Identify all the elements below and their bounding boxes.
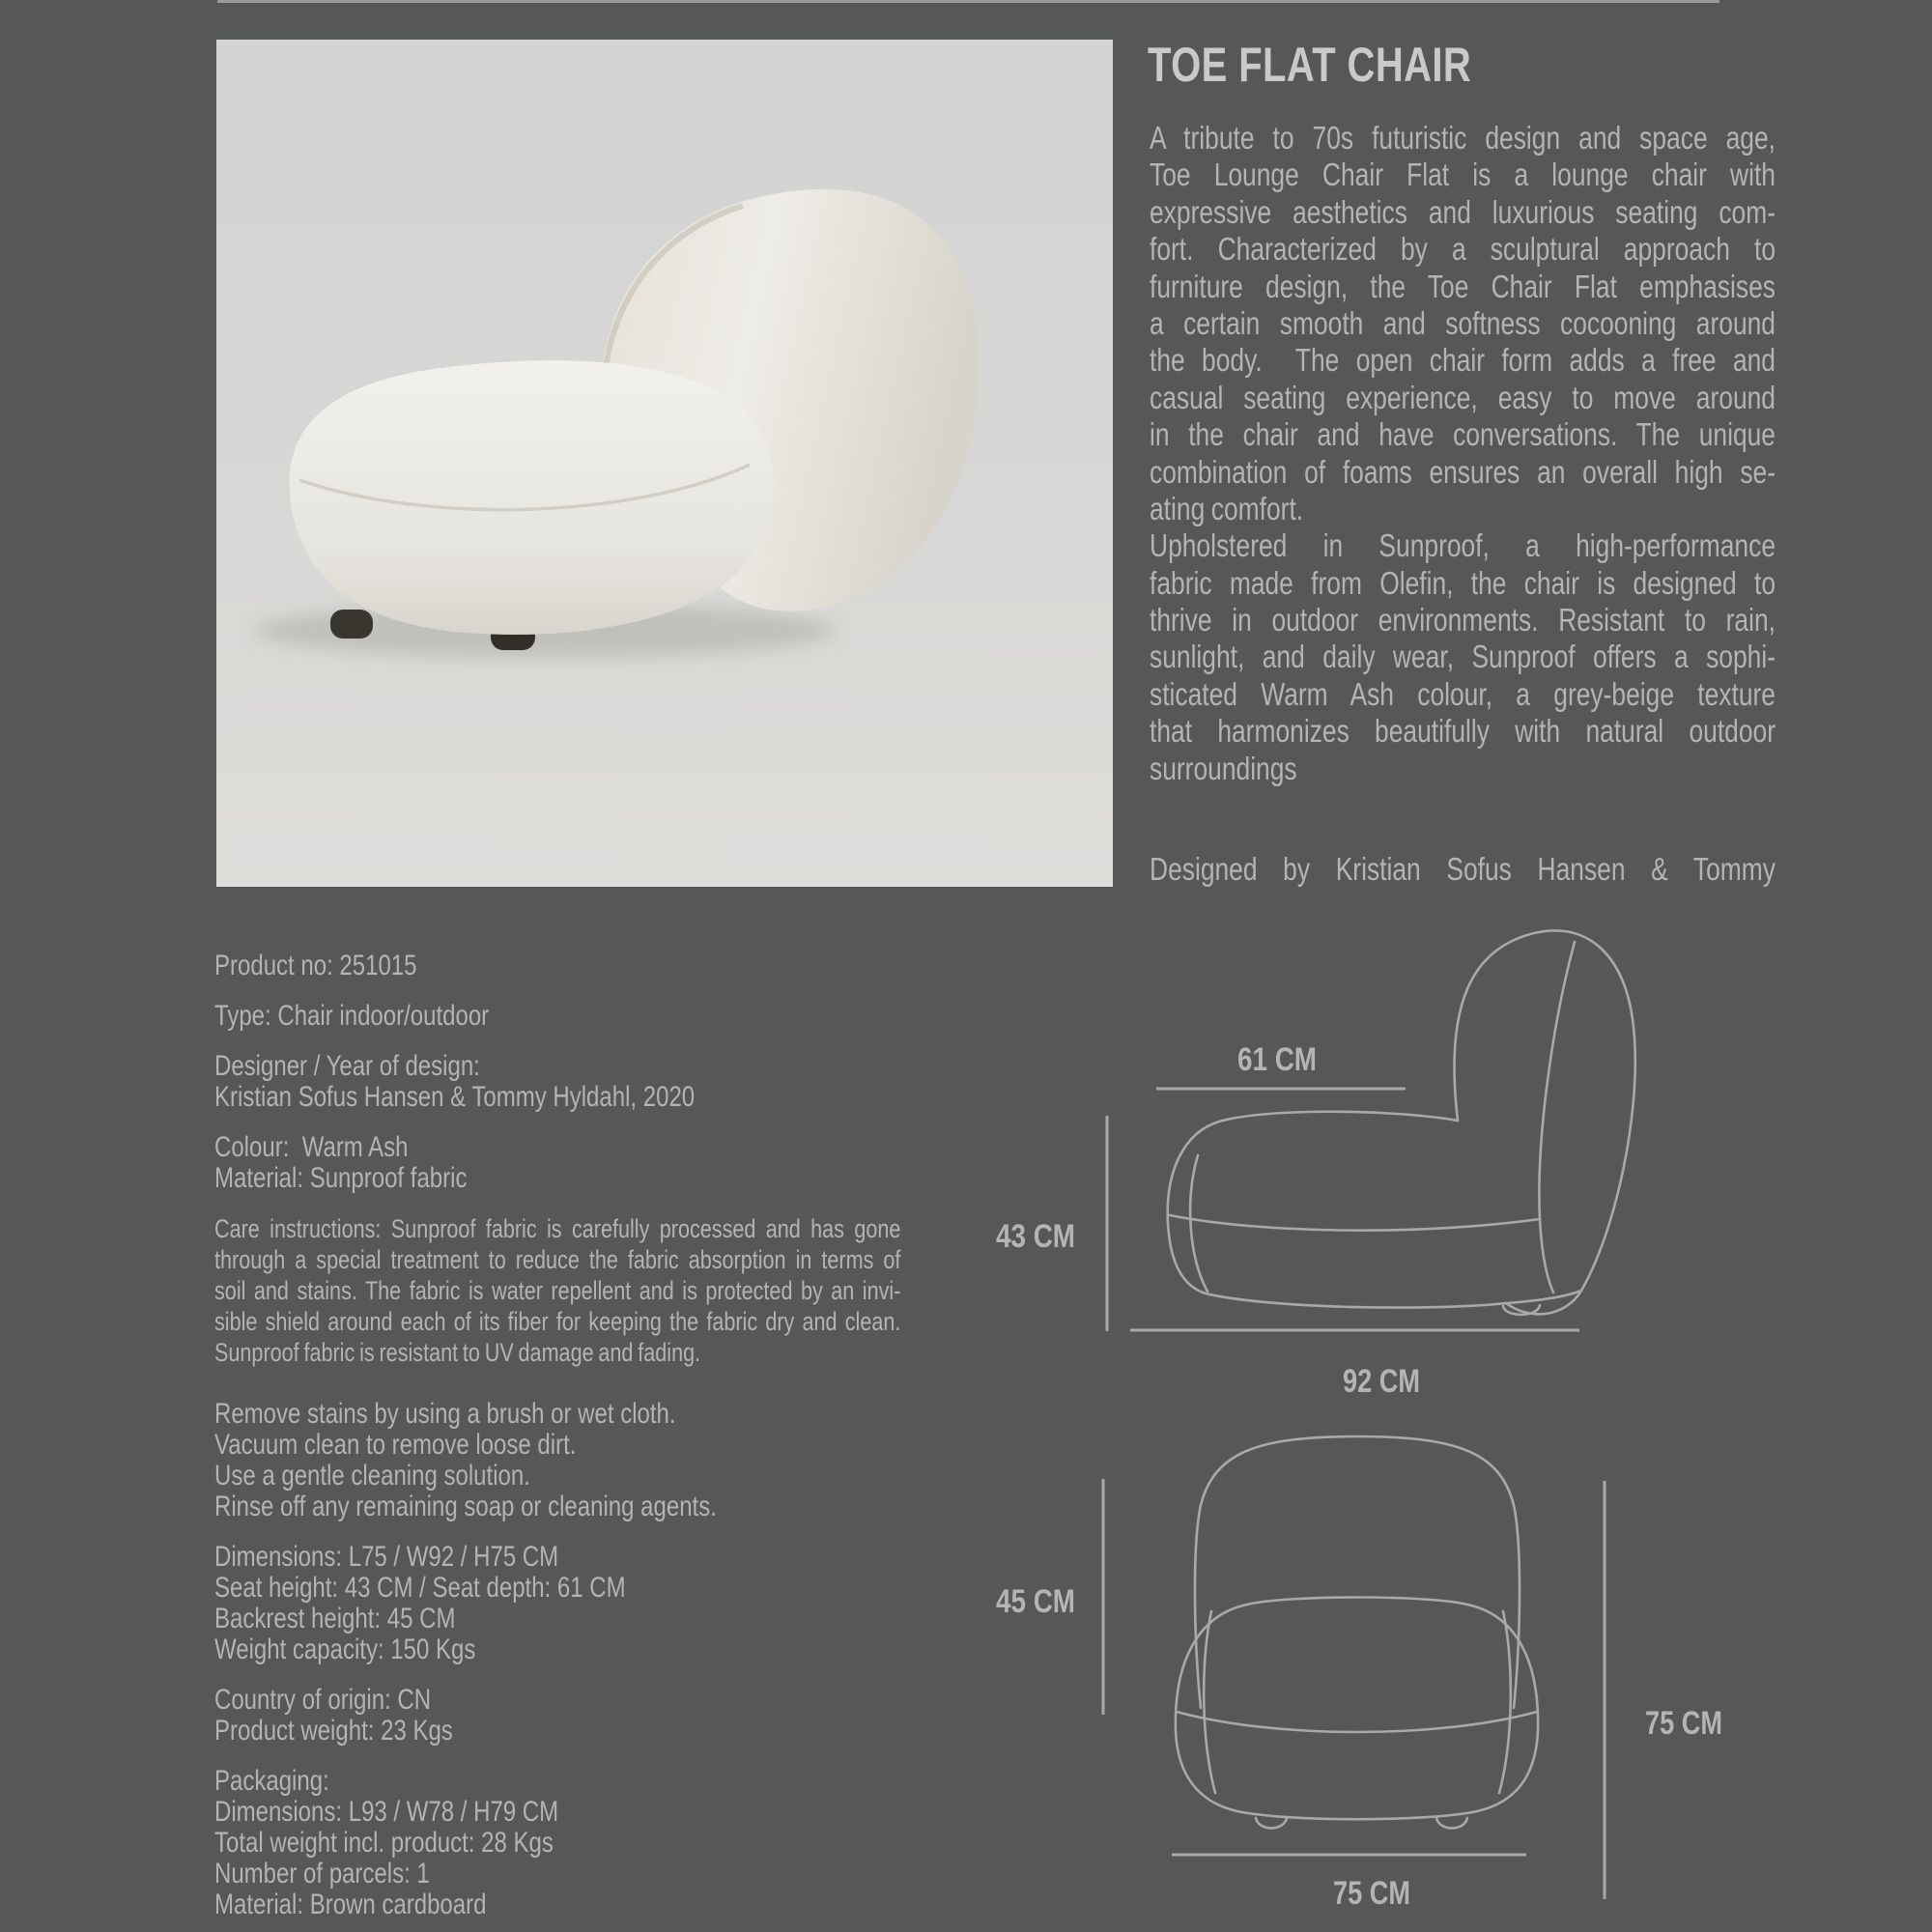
spec-dimensions-block bbox=[214, 1542, 910, 1665]
spec-packaging-block bbox=[214, 1766, 910, 1920]
spec-dimension-line: Dimensions: L75 / W92 / H75 CM bbox=[214, 1541, 559, 1573]
spec-care-line: sible shield around each of its fiber for keeping the fabric dry and clean. bbox=[214, 1307, 901, 1336]
top-rule bbox=[217, 0, 1719, 3]
spec-designer-block bbox=[214, 1051, 910, 1113]
backrest-height-label: 45 CM bbox=[996, 1583, 1075, 1620]
desc-line: surroundings bbox=[1150, 750, 1297, 786]
desc-line: sunlight, and daily wear, Sunproof offers a sophi- bbox=[1150, 639, 1776, 675]
spec-cleaning-line: Use a gentle cleaning solution. bbox=[214, 1460, 530, 1492]
desc-line: ating comfort. bbox=[1150, 490, 1304, 526]
desc-line: that harmonizes beautifully with natural outdoor bbox=[1150, 713, 1776, 750]
desc-line: furniture design, the Toe Chair Flat emphasises bbox=[1150, 268, 1776, 304]
page-title: TOE FLAT CHAIR bbox=[1148, 38, 1472, 92]
spec-packaging-line: Material: Brown cardboard bbox=[214, 1889, 487, 1920]
desc-line: thrive in outdoor environments. Resistant to rain, bbox=[1150, 602, 1776, 639]
spec-cleaning-line: Rinse off any remaining soap or cleaning agents. bbox=[214, 1491, 717, 1522]
spec-colour: Colour: Warm Ash bbox=[214, 1131, 409, 1163]
spec-product-no: Product no: 251015 bbox=[214, 950, 417, 981]
spec-cleaning-block bbox=[214, 1399, 910, 1522]
spec-origin-line: Country of origin: CN bbox=[214, 1684, 432, 1716]
desc-line: expressive aesthetics and luxurious seating com- bbox=[1150, 193, 1776, 230]
spec-designer-label: Designer / Year of design: bbox=[214, 1050, 480, 1082]
spec-origin-line: Product weight: 23 Kgs bbox=[214, 1715, 453, 1747]
side-view-dimensions bbox=[996, 1041, 1579, 1400]
spec-care-line: Care instructions: Sunproof fabric is carefully processed and has gone bbox=[214, 1214, 901, 1243]
spec-cleaning-line: Remove stains by using a brush or wet cloth. bbox=[214, 1398, 676, 1430]
spec-material: Material: Sunproof fabric bbox=[214, 1162, 468, 1194]
spec-column bbox=[214, 951, 910, 1920]
dimension-diagrams bbox=[966, 908, 1758, 1932]
desc-line: Toe Lounge Chair Flat is a lounge chair with bbox=[1150, 156, 1776, 193]
desc-line: sticated Warm Ash colour, a grey-beige texture bbox=[1150, 675, 1776, 712]
desc-line: in the chair and have conversations. The unique bbox=[1150, 416, 1776, 453]
desc-line: Upholstered in Sunproof, a high-performance bbox=[1150, 527, 1776, 564]
front-view-dimensions bbox=[996, 1479, 1722, 1912]
diagram-canvas bbox=[966, 908, 1758, 1932]
width-label: 75 CM bbox=[1333, 1875, 1410, 1912]
front-view-drawing bbox=[1176, 1436, 1538, 1829]
desc-line: fort. Characterized by a sculptural approach to bbox=[1150, 231, 1776, 268]
spec-cleaning-line: Vacuum clean to remove loose dirt. bbox=[214, 1429, 577, 1461]
spec-designer-value: Kristian Sofus Hansen & Tommy Hyldahl, 2020 bbox=[214, 1081, 696, 1113]
length-label: 92 CM bbox=[1343, 1363, 1420, 1400]
desc-line: combination of foams ensures an overall high se- bbox=[1150, 453, 1776, 490]
desc-line: fabric made from Olefin, the chair is designed to bbox=[1150, 564, 1776, 601]
spec-type: Type: Chair indoor/outdoor bbox=[214, 1000, 490, 1032]
spec-packaging-line: Dimensions: L93 / W78 / H79 CM bbox=[214, 1796, 559, 1828]
spec-dimension-line: Weight capacity: 150 Kgs bbox=[214, 1634, 476, 1665]
chair-photo-illustration bbox=[216, 40, 1113, 887]
desc-line: casual seating experience, easy to move around bbox=[1150, 379, 1776, 415]
desc-line: A tribute to 70s futuristic design and space age, bbox=[1150, 120, 1776, 156]
spec-care-line: soil and stains. The fabric is water repellent and is protected by an invi- bbox=[214, 1276, 901, 1305]
desc-line: a certain smooth and softness cocooning around bbox=[1150, 304, 1776, 341]
spec-colour-block bbox=[214, 1132, 910, 1194]
product-photo bbox=[216, 40, 1113, 887]
spec-care-block bbox=[214, 1213, 900, 1368]
spec-origin-block bbox=[214, 1685, 910, 1747]
side-view-drawing bbox=[1168, 930, 1635, 1314]
spec-packaging-line: Number of parcels: 1 bbox=[214, 1858, 430, 1889]
chair-foot-left bbox=[330, 610, 373, 639]
desc-line: the body. The open chair form adds a free and bbox=[1150, 342, 1776, 379]
product-description bbox=[1150, 120, 1776, 888]
seat-height-label: 43 CM bbox=[996, 1218, 1075, 1255]
spec-packaging-line: Packaging: bbox=[214, 1765, 329, 1797]
spec-dimension-line: Backrest height: 45 CM bbox=[214, 1603, 456, 1634]
total-height-label: 75 CM bbox=[1645, 1705, 1722, 1742]
seat-depth-label: 61 CM bbox=[1237, 1041, 1317, 1078]
spec-dimension-line: Seat height: 43 CM / Seat depth: 61 CM bbox=[214, 1572, 626, 1604]
spec-care-line: through a special treatment to reduce the fabric absorption in terms of bbox=[214, 1245, 901, 1274]
designed-by-line: Designed by Kristian Sofus Hansen & Tommy bbox=[1150, 851, 1776, 888]
spec-care-line: Sunproof fabric is resistant to UV damage and fading. bbox=[214, 1338, 701, 1367]
spec-packaging-line: Total weight incl. product: 28 Kgs bbox=[214, 1827, 554, 1859]
